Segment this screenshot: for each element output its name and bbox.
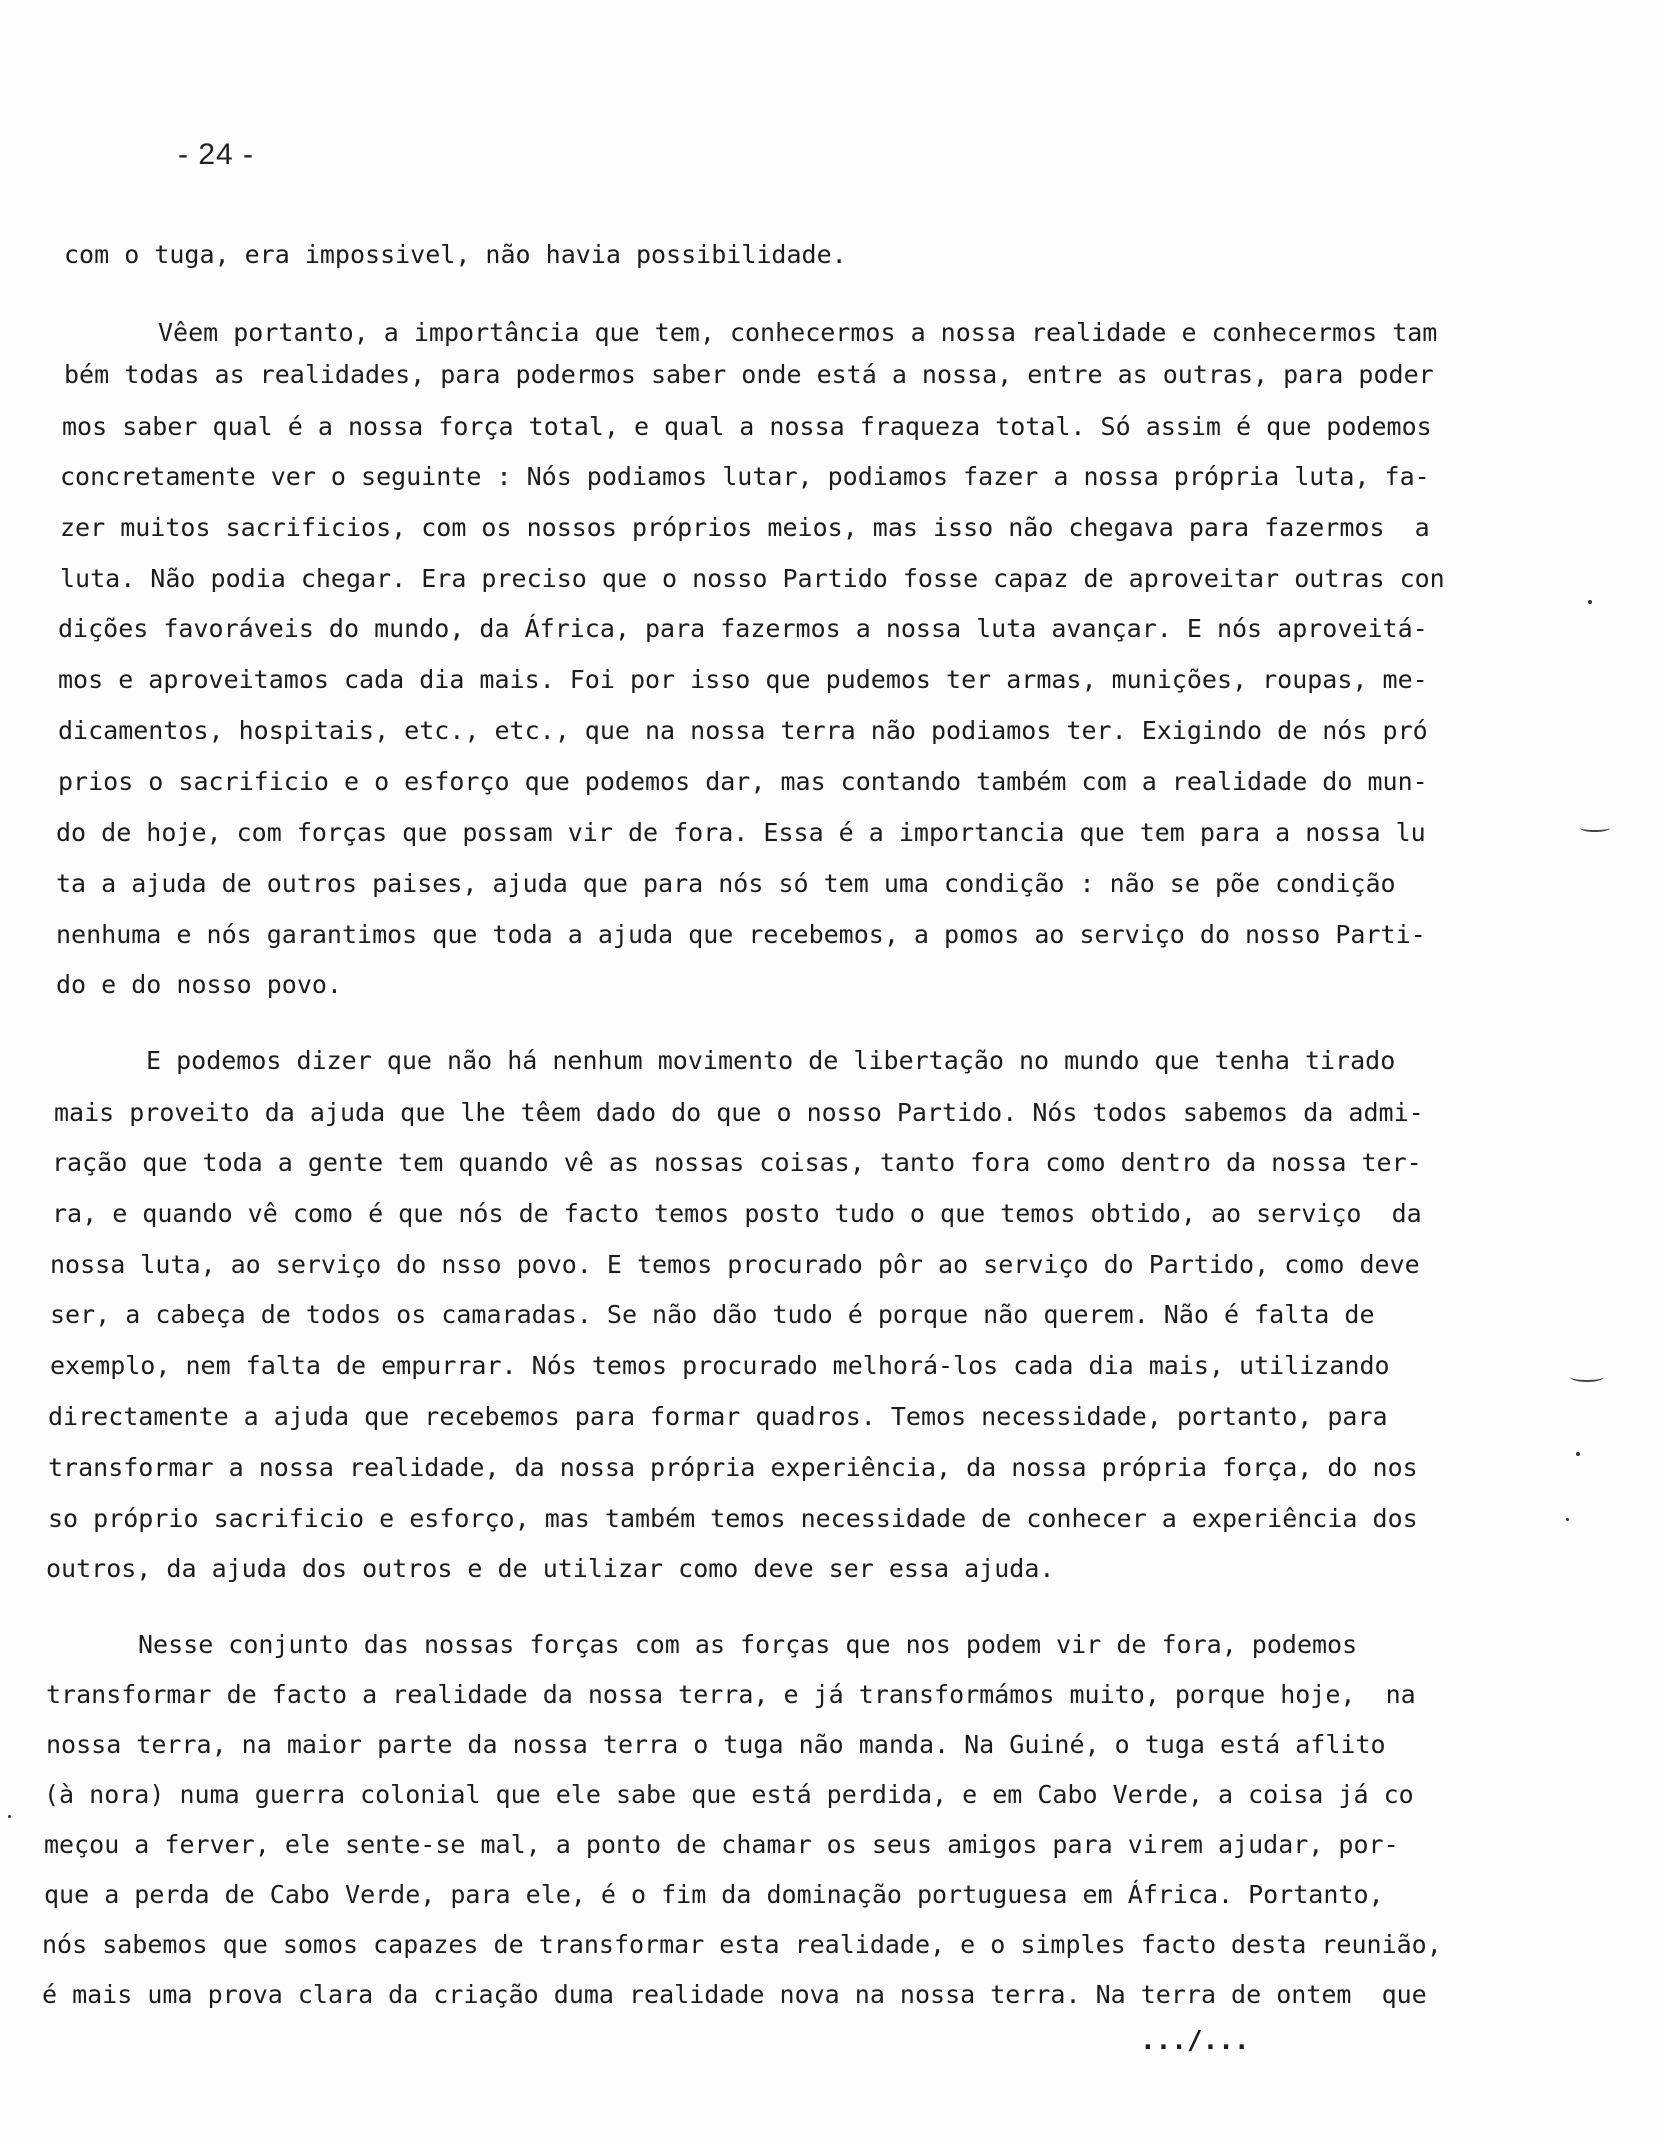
text-line: do e do nosso povo. bbox=[56, 970, 342, 999]
text-line: transformar de facto a realidade da nossa terra, e já transformámos muito, porque hoje, na bbox=[46, 1680, 1416, 1709]
text-line: exemplo, nem falta de empurrar. Nós temos procurado melhorá-los cada dia mais, utilizando bbox=[50, 1351, 1390, 1380]
text-line: com o tuga, era impossivel, não havia possibilidade. bbox=[64, 240, 847, 269]
text-line: E podemos dizer que não há nenhum movimento de libertação no mundo que tenha tirado bbox=[146, 1046, 1396, 1075]
text-line: ser, a cabeça de todos os camaradas. Se não dão tudo é porque não querem. Não é falta de bbox=[50, 1300, 1375, 1329]
text-line: nenhuma e nós garantimos que toda a ajuda que recebemos, a pomos ao serviço do nosso Parti- bbox=[56, 920, 1426, 949]
text-line: luta. Não podia chegar. Era preciso que o nosso Partido fosse capaz de aproveitar outras con bbox=[60, 564, 1445, 593]
text-line: mais proveito da ajuda que lhe têem dado do que o nosso Partido. Nós todos sabemos da admi- bbox=[54, 1098, 1424, 1127]
text-line: mos saber qual é a nossa força total, e qual a nossa fraqueza total. Só assim é que podemos bbox=[62, 412, 1432, 441]
scan-speck bbox=[1576, 1452, 1580, 1456]
margin-mark bbox=[1580, 824, 1610, 832]
text-line: do de hoje, com forças que possam vir de fora. Essa é a importancia que tem para a nossa lu bbox=[56, 818, 1426, 847]
text-line: que a perda de Cabo Verde, para ele, é o fim da dominação portuguesa em África. Portanto, bbox=[44, 1880, 1384, 1909]
scan-speck bbox=[8, 1815, 11, 1818]
text-line: ra, e quando vê como é que nós de facto temos posto tudo o que temos obtido, ao serviço da bbox=[52, 1199, 1422, 1228]
text-line: ta a ajuda de outros paises, ajuda que para nós só tem uma condição : não se põe condição bbox=[56, 869, 1396, 898]
text-line: nossa luta, ao serviço do nsso povo. E temos procurado pôr ao serviço do Partido, como deve bbox=[50, 1250, 1420, 1279]
text-line: zer muitos sacrificios, com os nossos próprios meios, mas isso não chegava para fazermos a bbox=[60, 513, 1430, 542]
text-line: nós sabemos que somos capazes de transformar esta realidade, e o simples facto desta reunião, bbox=[42, 1930, 1442, 1959]
text-line: (à nora) numa guerra colonial que ele sabe que está perdida, e em Cabo Verde, a coisa já co bbox=[44, 1780, 1414, 1809]
text-line: meçou a ferver, ele sente-se mal, a ponto de chamar os seus amigos para virem ajudar, por- bbox=[44, 1830, 1399, 1859]
text-line: Nesse conjunto das nossas forças com as forças que nos podem vir de fora, podemos bbox=[138, 1630, 1358, 1659]
text-line: Vêem portanto, a importância que tem, conhecermos a nossa realidade e conhecermos tam bbox=[158, 318, 1438, 347]
text-line: bém todas as realidades, para podermos saber onde está a nossa, entre as outras, para poder bbox=[64, 360, 1434, 389]
text-line: dições favoráveis do mundo, da África, para fazermos a nossa luta avançar. E nós aproveitá- bbox=[58, 614, 1428, 643]
text-line: dicamentos, hospitais, etc., etc., que na nossa terra não podiamos ter. Exigindo de nós pró bbox=[58, 716, 1428, 745]
text-line: prios o sacrificio e o esforço que podemos dar, mas contando também com a realidade do mun- bbox=[58, 767, 1428, 796]
margin-mark bbox=[1570, 1372, 1604, 1382]
text-line: transformar a nossa realidade, da nossa própria experiência, da nossa própria força, do nos bbox=[48, 1453, 1418, 1482]
scan-speck bbox=[1588, 600, 1592, 604]
scan-speck bbox=[1566, 1518, 1569, 1521]
text-line: outros, da ajuda dos outros e de utilizar como deve ser essa ajuda. bbox=[46, 1554, 1055, 1583]
continuation-mark: .../... bbox=[1140, 2026, 1250, 2056]
text-line: é mais uma prova clara da criação duma realidade nova na nossa terra. Na terra de ontem que bbox=[42, 1980, 1427, 2009]
text-line: ração que toda a gente tem quando vê as nossas coisas, tanto fora como dentro da nossa ter- bbox=[52, 1148, 1422, 1177]
text-line: so próprio sacrificio e esforço, mas também temos necessidade de conhecer a experiência dos bbox=[48, 1504, 1418, 1533]
text-line: directamente a ajuda que recebemos para formar quadros. Temos necessidade, portanto, para bbox=[48, 1402, 1388, 1431]
page-number: - 24 - bbox=[178, 138, 255, 171]
text-line: mos e aproveitamos cada dia mais. Foi por isso que pudemos ter armas, munições, roupas, me- bbox=[58, 665, 1428, 694]
text-line: concretamente ver o seguinte : Nós podiamos lutar, podiamos fazer a nossa própria luta, fa- bbox=[60, 462, 1430, 491]
text-line: nossa terra, na maior parte da nossa terra o tuga não manda. Na Guiné, o tuga está aflito bbox=[46, 1730, 1386, 1759]
